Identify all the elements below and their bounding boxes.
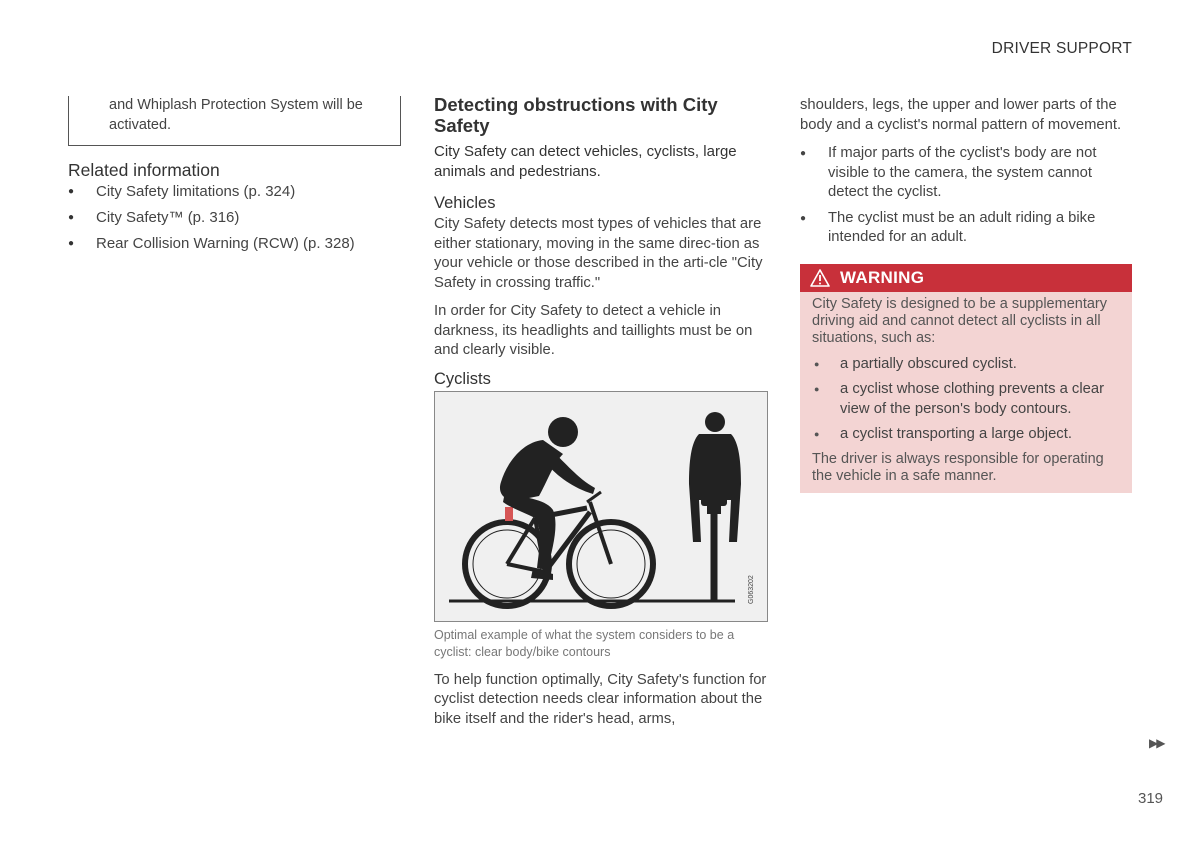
side-bicycle (465, 492, 653, 606)
warning-label: WARNING (840, 267, 925, 287)
cyclists-heading: Cyclists (434, 369, 491, 388)
note-box (68, 96, 401, 146)
cyclist-conditions-list (800, 144, 1132, 248)
list-item: ● The cyclist must be an adult riding a bike intended for an adult. (800, 209, 1132, 248)
warning-list (812, 355, 1120, 445)
page-title: Detecting obstructions with City Safety (434, 94, 718, 136)
figure-caption: Optimal example of what the system considers to be a cyclist: clear body/bike contours (434, 627, 735, 659)
right-column (800, 96, 1132, 493)
warning-outro: The driver is always responsible for operating the vehicle in a safe manner. (812, 450, 1104, 484)
section-header: DRIVER SUPPORT (991, 40, 1132, 57)
related-list (68, 182, 408, 254)
related-information (68, 160, 408, 260)
cyclist-illustration (434, 391, 768, 622)
figure-code: G063202 (748, 574, 755, 604)
next-page-icon: ▶▶ (1149, 736, 1164, 750)
warning-body (800, 292, 1132, 493)
related-link[interactable]: ● City Safety limitations (p. 324) (68, 182, 408, 202)
lead-paragraph: City Safety can detect vehicles, cyclists, large animals and pedestrians. (434, 143, 737, 180)
vehicles-heading: Vehicles (434, 194, 496, 212)
warning-header (800, 264, 1132, 292)
related-link[interactable]: ● City Safety™ (p. 316) (68, 208, 408, 228)
list-item: ● a cyclist transporting a large object. (812, 425, 1120, 445)
page-number: 319 (1138, 790, 1164, 807)
note-text: and Whiplash Protection System will be activated. (109, 97, 363, 133)
list-item: ● a partially obscured cyclist. (812, 355, 1120, 375)
vehicles-paragraph-1: City Safety detects most types of vehicles that are either stationary, moving in the same direc-tion as your vehicle or those described in the arti-cle "City Safety in crossing traffic." (434, 216, 763, 291)
list-item: ● If major parts of the cyclist's body are not visible to the camera, the system cannot detect the cyclist. (800, 144, 1132, 203)
continuation-paragraph: shoulders, legs, the upper and lower parts of the body and a cyclist's normal pattern of movement. (800, 97, 1122, 133)
warning-triangle-icon (810, 269, 830, 287)
warning-intro: City Safety is designed to be a supplementary driving aid and cannot detect all cyclists in all situations, such as: (812, 295, 1107, 346)
vehicles-paragraph-2: In order for City Safety to detect a vehicle in darkness, its headlights and taillights must be on and clearly visible. (434, 303, 753, 358)
list-item: ● a cyclist whose clothing prevents a clear view of the person's body contours. (812, 380, 1120, 419)
main-column (434, 94, 770, 738)
related-title: Related information (68, 160, 220, 180)
related-link[interactable]: ● Rear Collision Warning (RCW) (p. 328) (68, 234, 408, 254)
cyclists-paragraph: To help function optimally, City Safety's function for cyclist detection needs clear information about the bike itself and the rider's head, arms, (434, 671, 767, 727)
warning-box (800, 264, 1132, 493)
